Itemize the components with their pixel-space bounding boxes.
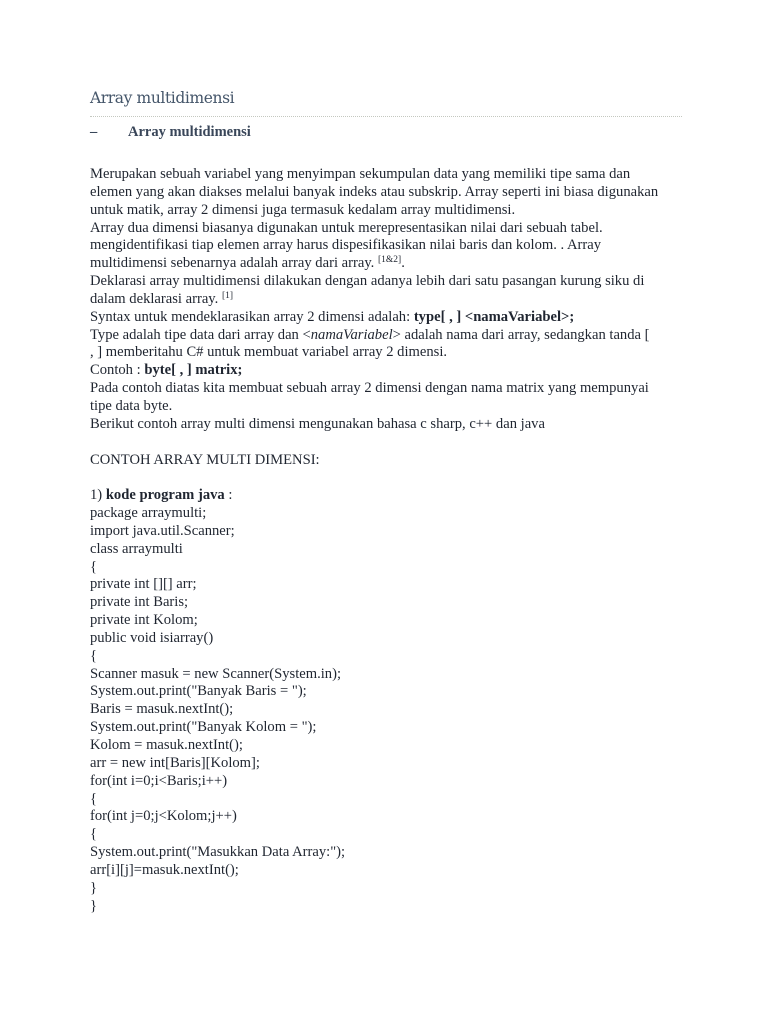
- paragraph-line: Deklarasi array multidimensi dilakukan dengan adanya lebih dari satu pasangan kurung siku di: [90, 273, 645, 290]
- paragraph-text: multidimensi sebenarnya adalah array dari array.: [90, 255, 378, 272]
- example-line: [90, 362, 682, 380]
- program-number: 1): [90, 487, 106, 504]
- code-line: {: [90, 647, 98, 664]
- document-title: Array multidimensi: [90, 89, 235, 107]
- code-line: }: [90, 879, 98, 896]
- example-code: byte[ , ] matrix;: [144, 362, 243, 379]
- code-listing: [90, 505, 682, 915]
- document-body: [90, 166, 682, 915]
- syntax-line: [90, 309, 682, 327]
- paragraph-line: Merupakan sebuah variabel yang menyimpan sekumpulan data yang memiliki tipe sama dan: [90, 166, 631, 182]
- code-line: arr[i][j]=masuk.nextInt();: [90, 861, 239, 878]
- code-line: for(int j=0;j<Kolom;j++): [90, 808, 237, 825]
- paragraph-line: [90, 291, 682, 309]
- code-line: System.out.print("Masukkan Data Array:");: [90, 844, 346, 861]
- reference-citation: [1]: [221, 290, 234, 301]
- paragraph-text: dalam deklarasi array.: [90, 290, 222, 307]
- blank-line: [90, 469, 682, 487]
- program-heading: [90, 487, 682, 505]
- code-line: private int Kolom;: [90, 612, 198, 629]
- code-line: {: [90, 790, 98, 807]
- code-line: Baris = masuk.nextInt();: [90, 701, 234, 718]
- code-line: arr = new int[Baris][Kolom];: [90, 754, 260, 771]
- section-marker: –: [90, 124, 98, 140]
- code-line: public void isiarray(): [90, 629, 214, 646]
- code-line: System.out.print("Banyak Kolom = ");: [90, 719, 317, 736]
- code-line: {: [90, 558, 98, 575]
- code-line: package arraymulti;: [90, 505, 207, 522]
- program-label: kode program java: [105, 487, 225, 504]
- code-line: {: [90, 826, 98, 843]
- code-line: private int Baris;: [90, 594, 189, 611]
- paragraph-text: Type adalah tipe data dari array dan <: [90, 326, 311, 343]
- paragraph-text: .: [401, 255, 405, 272]
- code-line: Scanner masuk = new Scanner(System.in);: [90, 665, 341, 682]
- blank-line: [90, 434, 682, 452]
- title-divider: [90, 116, 682, 117]
- variable-name-italic: namaVariabel: [310, 326, 393, 343]
- program-colon: :: [224, 487, 233, 504]
- section-heading-text: Array multidimensi: [128, 124, 251, 140]
- paragraph-line: [90, 255, 682, 273]
- syntax-text: Syntax untuk mendeklarasikan array 2 dimensi adalah:: [90, 308, 414, 325]
- code-line: class arraymulti: [90, 540, 183, 557]
- code-line: for(int i=0;i<Baris;i++): [90, 772, 228, 789]
- paragraph-text: > adalah nama dari array, sedangkan tanda [: [392, 326, 650, 343]
- paragraph-line: mengidentifikasi tiap elemen array harus dispesifikasikan nilai baris dan kolom. . Array: [90, 237, 602, 254]
- code-line: private int [][] arr;: [90, 576, 197, 593]
- syntax-code: type[ , ] <namaVariabel>;: [413, 308, 575, 325]
- paragraph-line: Berikut contoh array multi dimensi mengunakan bahasa c sharp, c++ dan java: [90, 415, 545, 432]
- code-line: import java.util.Scanner;: [90, 522, 235, 539]
- reference-citation: [1&2]: [377, 255, 402, 266]
- paragraph-line: [90, 327, 682, 345]
- paragraph-line: elemen yang akan diakses melalui banyak indeks atau subskrip. Array seperti ini biasa digunakan: [90, 183, 659, 200]
- code-line: Kolom = masuk.nextInt();: [90, 737, 243, 753]
- paragraph-line: Pada contoh diatas kita membuat sebuah array 2 dimensi dengan nama matrix yang mempunyai: [90, 380, 649, 397]
- code-line: System.out.print("Banyak Baris = ");: [90, 683, 307, 700]
- paragraph-line: tipe data byte.: [90, 397, 173, 414]
- section-heading: [90, 124, 251, 141]
- example-heading: CONTOH ARRAY MULTI DIMENSI:: [90, 451, 320, 468]
- paragraph-line: , ] memberitahu C# untuk membuat variabel array 2 dimensi.: [90, 344, 448, 361]
- example-label: Contoh :: [90, 362, 145, 379]
- code-line: }: [90, 897, 98, 914]
- paragraph-line: untuk matik, array 2 dimensi juga termasuk kedalam array multidimensi.: [90, 201, 516, 218]
- paragraph-line: Array dua dimensi biasanya digunakan untuk merepresentasikan nilai dari sebuah tabel.: [90, 219, 603, 236]
